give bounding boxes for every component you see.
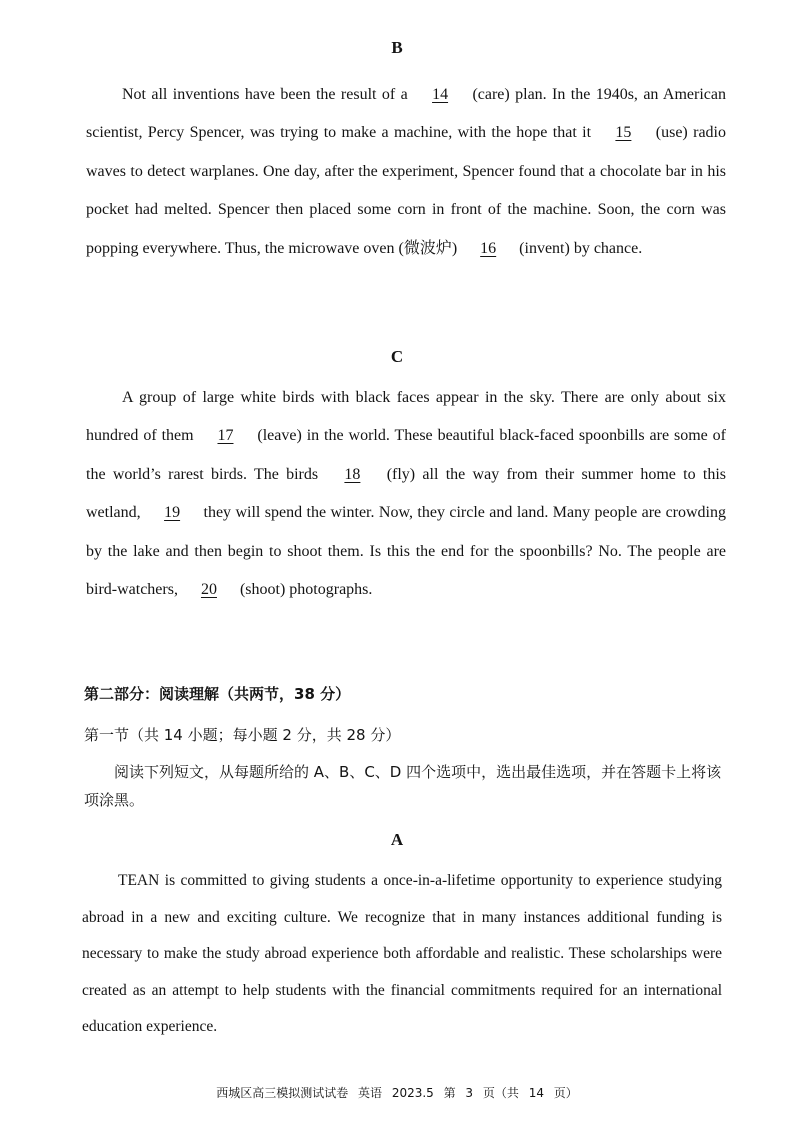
passage-text: A group of large white birds with black faces appear in the sky. There are only about six hundred of them: [86, 389, 726, 445]
blank-14: 14: [432, 86, 449, 103]
blank-16: 16: [480, 239, 497, 257]
section-c-heading: C: [390, 347, 404, 366]
passage-text: (shoot) photographs.: [235, 581, 373, 599]
passage-text: (fly) all the way from their summer home to this wetland,: [86, 465, 726, 522]
section-b-heading: B: [391, 38, 403, 57]
blank-19: 19: [164, 504, 181, 522]
passage-text: (leave) in the world. These beautiful black-faced spoonbills are some of the world’s rarest birds. The birds: [86, 427, 727, 483]
section-c-passage: [86, 379, 726, 609]
page-footer: 西城区高三模拟测试试卷 英语 2023.5 第 3 页（共 14 页）: [216, 1086, 578, 1100]
section-b-passage: [86, 76, 726, 268]
blank-15: 15: [615, 124, 632, 142]
passage-text: Not all inventions have been the result of a: [122, 86, 414, 103]
passage-text: (use) radio waves to detect warplanes. One day, after the experiment, Spencer found that a chocolate bar in his pocket had melted. Spencer then placed some corn in front of the machine. Soon, the corn was popping everywhere. Thus, the microwave oven (微波炉): [86, 124, 727, 257]
blank-20: 20: [200, 581, 217, 599]
passage-a-text: TEAN is committed to giving students a once-in-a-lifetime opportunity to experience studying abroad in a new and exciting culture. We recognize that in many instances additional funding is necessary to make the study abroad experience both affordable and realistic. These scholarships were created as an attempt to help students with the financial commitments required for an international education experience.: [82, 872, 722, 1035]
passage-text: (invent) by chance.: [515, 239, 643, 257]
passage-text: they will spend the winter. Now, they circle and land. Many people are crowding by the lake and then begin to shoot them. Is this the end for the spoonbills? No. The people are bird-watchers,: [86, 504, 727, 599]
blank-18: 18: [344, 465, 361, 483]
passage-a-heading: A: [390, 830, 404, 849]
passage-text: (care) plan. In the 1940s, an American scientist, Percy Spencer, was trying to make a machine, with the hope that it: [86, 86, 726, 142]
part-two-title: 第二部分：阅读理解（共两节，38 分）: [84, 685, 351, 703]
reading-instruction: 阅读下列短文，从每题所给的 A、B、C、D 四个选项中，选出最佳选项，并在答题卡上将该项涂黑。: [84, 763, 722, 809]
section-one-subtitle: 第一节（共 14 小题；每小题 2 分，共 28 分）: [84, 726, 401, 744]
blank-17: 17: [217, 427, 234, 445]
